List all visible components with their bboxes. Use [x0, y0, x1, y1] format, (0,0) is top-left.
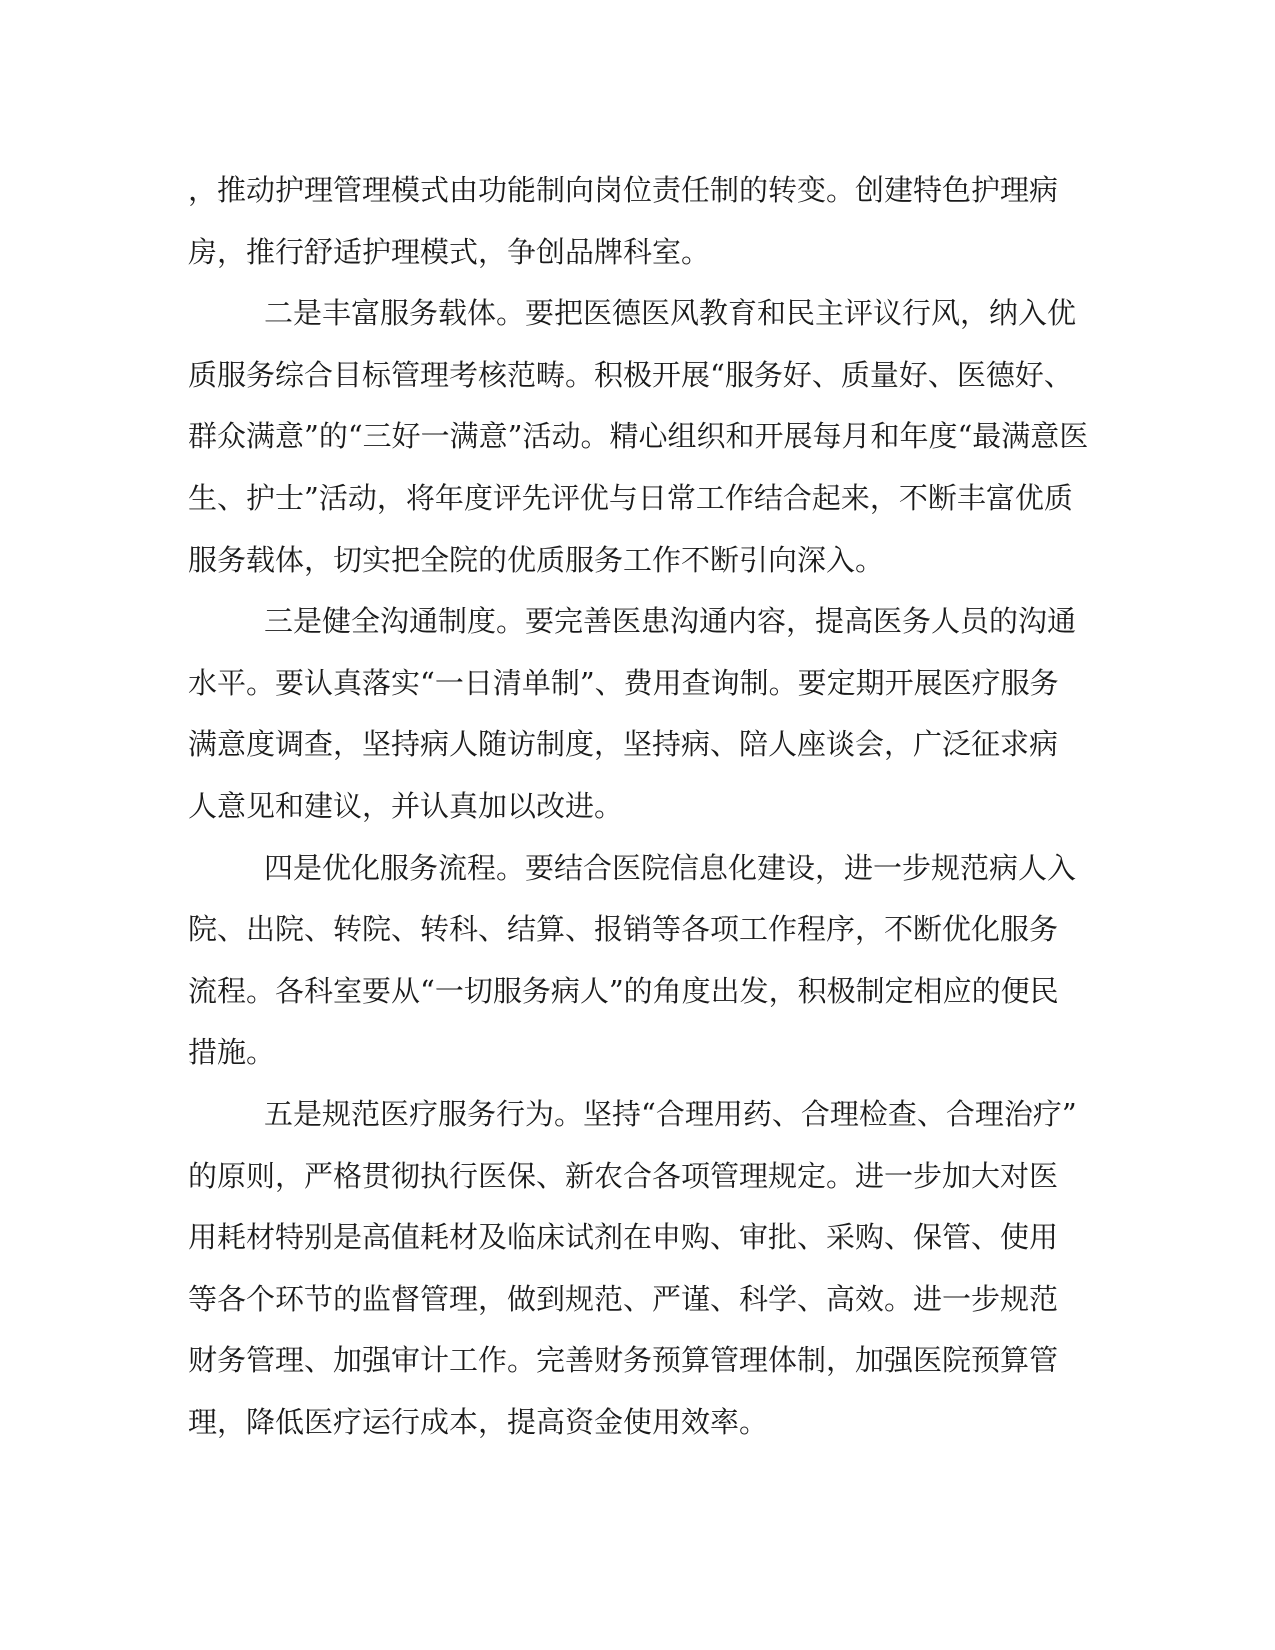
text-line: 财务管理、加强审计工作。完善财务预算管理体制，加强医院预算管	[188, 1343, 1059, 1378]
text-line: 措施。	[188, 1035, 276, 1070]
text-line: 水平。要认真落实“一日清单制”、费用查询制。要定期开展医疗服务	[188, 665, 1059, 700]
text-line: 理，降低医疗运行成本，提高资金使用效率。	[188, 1404, 769, 1439]
text-line: 院、出院、转院、转科、结算、报销等各项工作程序，不断优化服务	[188, 912, 1059, 947]
text-line: 用耗材特别是高值耗材及临床试剂在申购、审批、采购、保管、使用	[188, 1220, 1059, 1255]
paragraph-first-line: 三是健全沟通制度。要完善医患沟通内容，提高医务人员的沟通	[264, 604, 1077, 639]
text-line: 的原则，严格贯彻执行医保、新农合各项管理规定。进一步加大对医	[188, 1158, 1059, 1193]
text-line: 流程。各科室要从“一切服务病人”的角度出发，积极制定相应的便民	[188, 973, 1059, 1008]
paragraph-first-line: 二是丰富服务载体。要把医德医风教育和民主评议行风，纳入优	[264, 296, 1077, 331]
text-line: 群众满意”的“三好一满意”活动。精心组织和开展每月和年度“最满意医	[188, 419, 1089, 454]
text-line: 服务载体，切实把全院的优质服务工作不断引向深入。	[188, 542, 885, 577]
document-body	[188, 160, 1088, 1453]
text-line: 房，推行舒适护理模式，争创品牌科室。	[188, 234, 711, 269]
paragraph-first-line: 四是优化服务流程。要结合医院信息化建设，进一步规范病人入	[264, 850, 1077, 885]
text-line: 等各个环节的监督管理，做到规范、严谨、科学、高效。进一步规范	[188, 1281, 1059, 1316]
text-line: 人意见和建议，并认真加以改进。	[188, 788, 624, 823]
text-line: 满意度调查，坚持病人随访制度，坚持病、陪人座谈会，广泛征求病	[188, 727, 1059, 762]
text-line: 生、护士”活动，将年度评先评优与日常工作结合起来，不断丰富优质	[188, 480, 1073, 515]
text-line: ，推动护理管理模式由功能制向岗位责任制的转变。创建特色护理病	[188, 173, 1059, 207]
text-line: 质服务综合目标管理考核范畴。积极开展“服务好、质量好、医德好、	[188, 357, 1073, 392]
paragraph-first-line: 五是规范医疗服务行为。坚持“合理用药、合理检查、合理治疗”	[264, 1096, 1077, 1131]
